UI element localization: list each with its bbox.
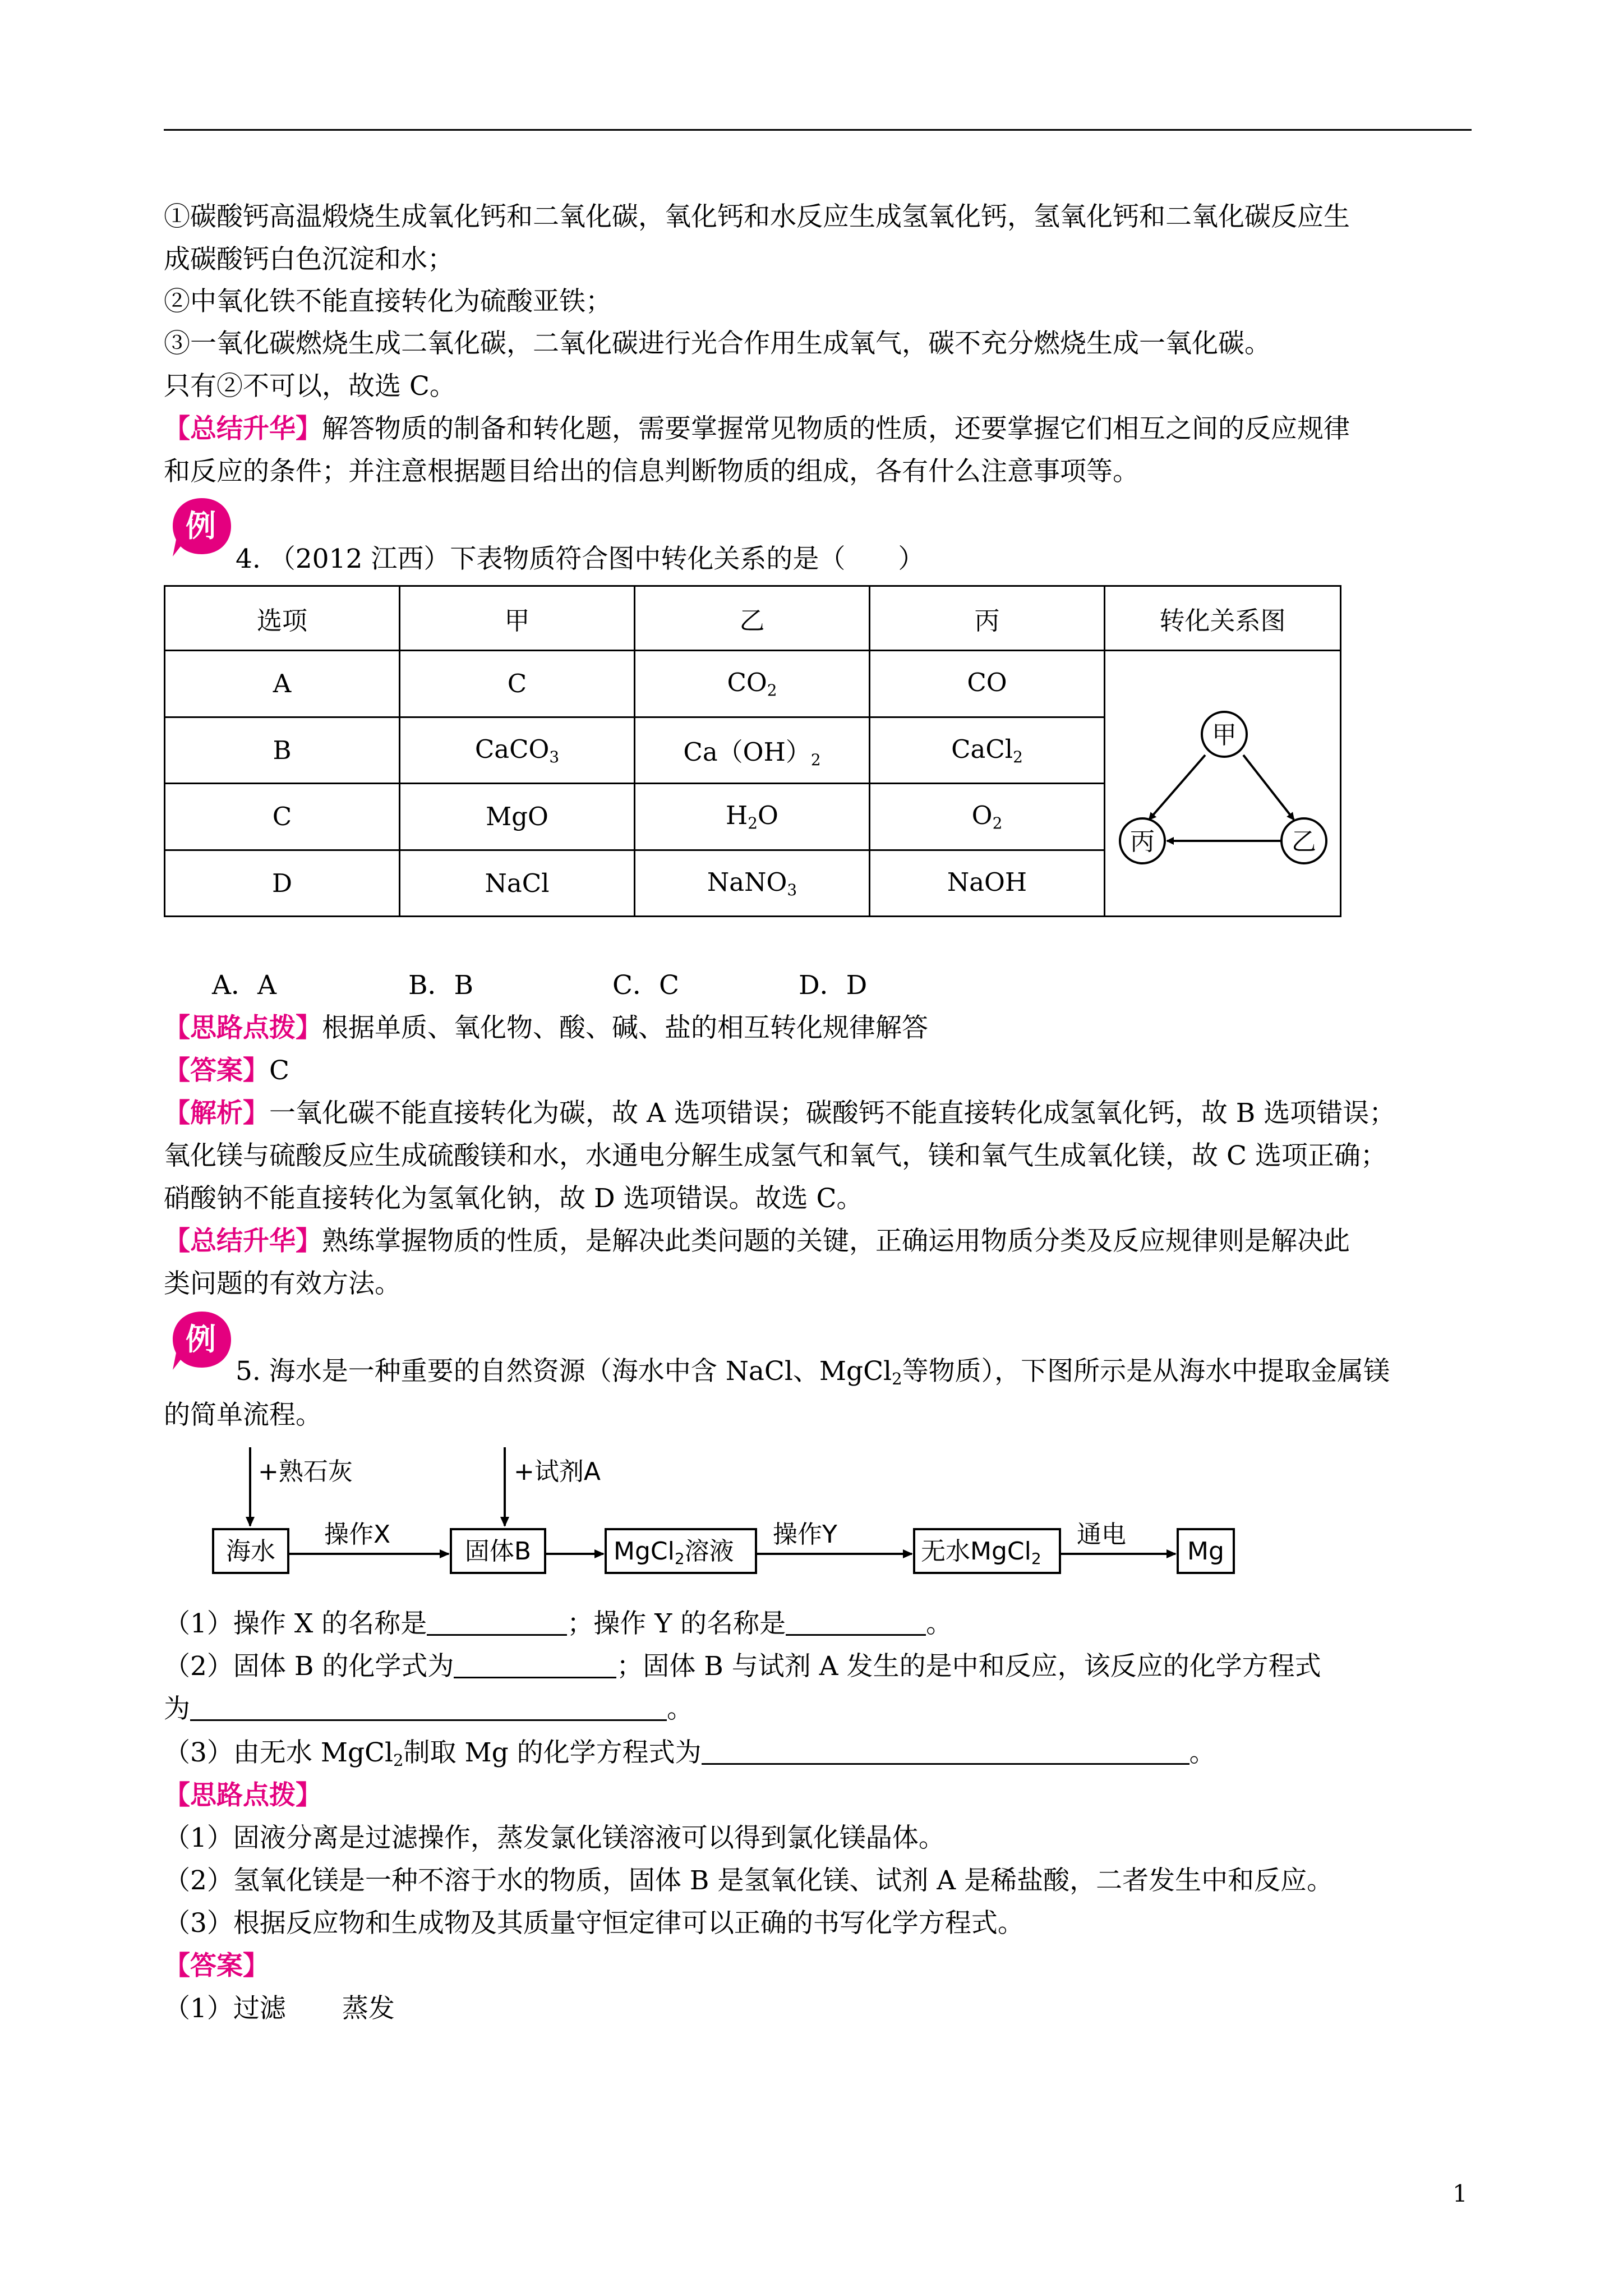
intro-line-3: ②中氧化铁不能直接转化为硫酸亚铁； [164,286,612,317]
node-yi-label: 乙 [1292,827,1316,856]
cell-bing: CO [870,651,1105,717]
q4-analysis-2: 氧化镁与硫酸反应生成硫酸镁和水，水通电分解生成氢气和氧气，镁和氧气生成氧化镁，故 C 选项正确； [164,1140,1387,1171]
q5-stem-2: 的简单流程。 [164,1400,322,1430]
header-cell: 转化关系图 [1105,586,1341,651]
intro-summary-line-2: 和反应的条件；并注意根据题目给出的信息判断物质的组成，各有什么注意事项等。 [164,456,1139,487]
box-mgcl2-solution-label: MgCl2溶液 [614,1537,734,1568]
badge-label: 例 [186,1322,216,1357]
cell-option: D [165,850,400,917]
label-add-reagent: +试剂A [514,1457,601,1486]
example-badge-icon [168,494,236,561]
q4-summary-1: 【总结升华】熟练掌握物质的性质，是解决此类问题的关键，正确运用物质分类及反应规律则是解决此 [164,1226,1350,1257]
cell-yi: $Ca(OH)_2$ [635,717,870,784]
q5-sub2-line1: （2）固体 B 的化学式为 ；固体 B 与试剂 A 发生的是中和反应，该反应的化学方程式 [164,1651,1321,1682]
q4-analysis-3: 硝酸钠不能直接转化为氢氧化钠，故 D 选项错误。故选 C。 [164,1183,863,1214]
box-solid-b-label: 固体B [464,1537,532,1566]
answer-blank[interactable] [786,1608,926,1636]
label-op-x: 操作X [324,1520,391,1549]
header-rule [164,129,1472,131]
q4-option-c: C．C [612,970,679,1001]
summary-tag: 【总结升华】 [164,413,322,444]
arrow-jia-to-yi [1243,755,1294,820]
cell-bing: NaOH [870,850,1105,917]
cell-option: C [165,784,400,850]
diagram-cell [1105,651,1341,917]
box-seawater-label: 海水 [226,1537,275,1566]
cell-jia: NaCl [400,850,635,917]
cell-jia: C [400,651,635,717]
cell-bing: CaCl$_2$ [870,717,1105,784]
example-badge-icon [168,1307,236,1374]
q4-analysis-1: 【解析】一氧化碳不能直接转化为碳，故 A 选项错误；碳酸钙不能直接转化成氢氧化钙，故 B 选项错误； [164,1098,1396,1129]
q5-hint-3: （3）根据反应物和生成物及其质量守恒定律可以正确的书写化学方程式。 [164,1908,1024,1939]
table-header-row [165,586,1341,651]
q4-answer: 【答案】C [164,1055,289,1086]
header-cell: 乙 [635,586,870,651]
cell-jia: CaCO$_3$ [400,717,635,784]
label-electrolysis: 通电 [1077,1520,1126,1549]
cell-yi: NaNO$_3$ [635,850,870,917]
q4-table [164,585,1341,917]
node-bing-label: 丙 [1130,827,1155,856]
q4-summary-2: 类问题的有效方法。 [164,1268,401,1299]
node-jia-label: 甲 [1212,721,1237,749]
header-cell: 甲 [400,586,635,651]
summary-text-1: 解答物质的制备和转化题，需要掌握常见物质的性质，还要掌握它们相互之间的反应规律 [322,413,1350,444]
cell-yi: $CO_2$ [635,651,870,717]
q4-hint: 【思路点拨】根据单质、氧化物、酸、碱、盐的相互转化规律解答 [164,1013,928,1043]
q5-hint-2: （2）氢氧化镁是一种不溶于水的物质，固体 B 是氢氧化镁、试剂 A 是稀盐酸，二者发生中和反应。 [164,1865,1334,1896]
label-add-lime: +熟石灰 [258,1457,353,1486]
q5-answer-tag: 【答案】 [164,1950,269,1981]
box-anhydrous-mgcl2-label: 无水MgCl2 [921,1537,1041,1568]
intro-line-5: 只有②不可以，故选 C。 [164,371,456,402]
box-mg-label: Mg [1187,1537,1224,1566]
q4-option-b: B．B [408,970,474,1001]
cell-yi: $H_2O$ [635,784,870,850]
intro-summary-line-1 [164,409,1482,449]
arrow-jia-to-bing [1149,755,1205,820]
q5-sub1: （1）操作 X 的名称是 ；操作 Y 的名称是 。 [164,1608,953,1639]
badge-label: 例 [186,508,216,544]
cell-jia: MgO [400,784,635,850]
intro-line-2: 成碳酸钙白色沉淀和水； [164,244,454,275]
cell-option: B [165,717,400,784]
table-row [165,651,1341,717]
q5-sub3: （3）由无水 MgCl$_2$制取 Mg 的化学方程式为 。 [164,1737,1216,1770]
page-number: 1 [1453,2180,1468,2207]
cell-bing: $O_2$ [870,784,1105,850]
intro-line-4: ③一氧化碳燃烧生成二氧化碳，二氧化碳进行光合作用生成氧气，碳不充分燃烧生成一氧化碳。 [164,328,1271,359]
q5-stem-1: 5. 海水是一种重要的自然资源（海水中含 NaCl、MgCl$_2$等物质），下图所示是从海水中提取金属镁 [236,1356,1390,1389]
q4-option-d: D．D [799,970,868,1001]
header-cell: 选项 [165,586,400,651]
mg-extraction-flowchart [191,1442,1256,1610]
intro-line-1: ①碳酸钙高温煅烧生成氧化钙和二氧化碳，氧化钙和水反应生成氢氧化钙，氢氧化钙和二氧化碳反应生 [164,201,1350,232]
q4-stem: 4. （2012 江西）下表物质符合图中转化关系的是（ ） [236,544,925,574]
q5-sub2-line2: 为 。 [164,1694,693,1724]
answer-blank[interactable] [702,1737,1189,1765]
q4-option-a: A．A [212,970,276,1001]
answer-blank[interactable] [427,1608,567,1636]
label-op-y: 操作Y [773,1520,837,1549]
q5-hint-1: （1）固液分离是过滤操作，蒸发氯化镁溶液可以得到氯化镁晶体。 [164,1823,945,1853]
answer-blank[interactable] [454,1651,616,1678]
answer-blank[interactable] [190,1694,667,1721]
q5-hint-tag: 【思路点拨】 [164,1780,322,1811]
conversion-diagram [1105,651,1340,909]
q5-answer-1: （1）过滤 蒸发 [164,1993,395,2024]
cell-option: A [165,651,400,717]
header-cell: 丙 [870,586,1105,651]
